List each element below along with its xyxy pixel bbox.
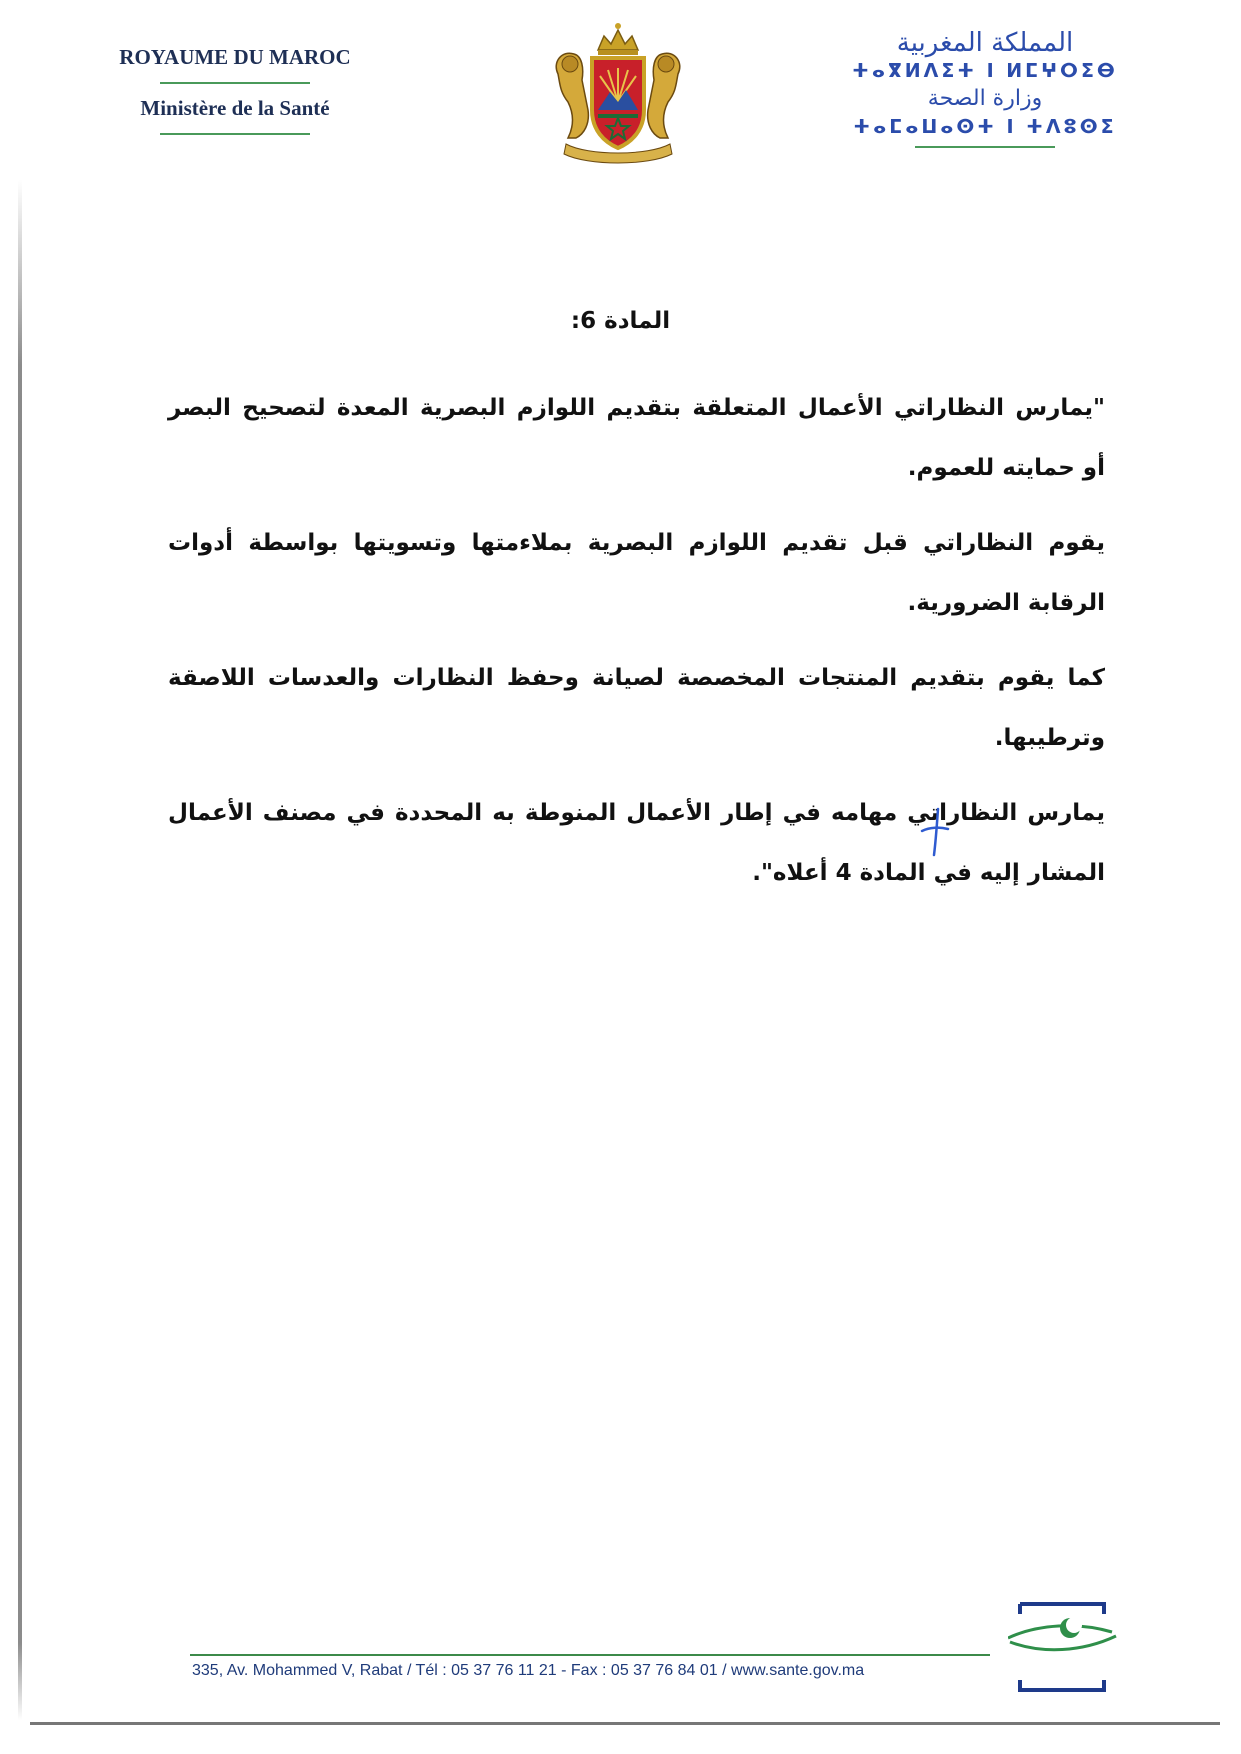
letterhead-left	[100, 45, 370, 135]
kingdom-name-ar: المملكة المغربية	[896, 28, 1074, 58]
kingdom-name-tifinagh: ⵜⴰⴳⵍⴷⵉⵜ ⵏ ⵍⵎⵖⵔⵉⴱ	[852, 60, 1118, 82]
article-title: المادة 6:	[570, 308, 671, 334]
ministry-name-fr: Ministère de la Santé	[140, 96, 330, 120]
article-paragraph: يقوم النظاراتي قبل تقديم اللوازم البصرية بملاءمتها وتسويتها بواسطة أدوات الرقابة الضرورية.	[168, 530, 1105, 616]
handwritten-mark-icon	[918, 805, 952, 859]
letterhead-divider	[160, 82, 310, 84]
scan-edge-left	[18, 180, 22, 1720]
article-paragraph: يمارس النظاراتي مهامه في إطار الأعمال المنوطة به المحددة في مصنف الأعمال المشار إليه في المادة 4 أعلاه".	[168, 800, 1105, 886]
moroccan-coat-of-arms-icon	[548, 14, 688, 168]
footer-divider	[190, 1654, 990, 1656]
article-paragraph: "يمارس النظاراتي الأعمال المتعلقة بتقديم اللوازم البصرية المعدة لتصحيح البصر أو حمايته للعموم.	[168, 395, 1105, 481]
letterhead-right	[840, 28, 1130, 148]
ministry-name-tifinagh: ⵜⴰⵎⴰⵡⴰⵙⵜ ⵏ ⵜⴷⵓⵙⵉ	[853, 116, 1117, 138]
scan-edge-bottom	[30, 1722, 1220, 1725]
ministry-name-ar: وزارة الصحة	[927, 86, 1043, 111]
article-paragraph: كما يقوم بتقديم المنتجات المخصصة لصيانة وحفظ النظارات والعدسات اللاصقة وترطيبها.	[168, 665, 1105, 751]
letterhead-divider	[915, 146, 1055, 148]
kingdom-name-fr: ROYAUME DU MAROC	[119, 45, 351, 69]
article-body	[168, 378, 1105, 918]
ministry-logo-icon	[1008, 1600, 1126, 1694]
letterhead-divider	[160, 133, 310, 135]
footer-address: 335, Av. Mohammed V, Rabat / Tél : 05 37 76 11 21 - Fax : 05 37 76 84 01 / www.sante.gov.ma	[192, 1662, 865, 1679]
